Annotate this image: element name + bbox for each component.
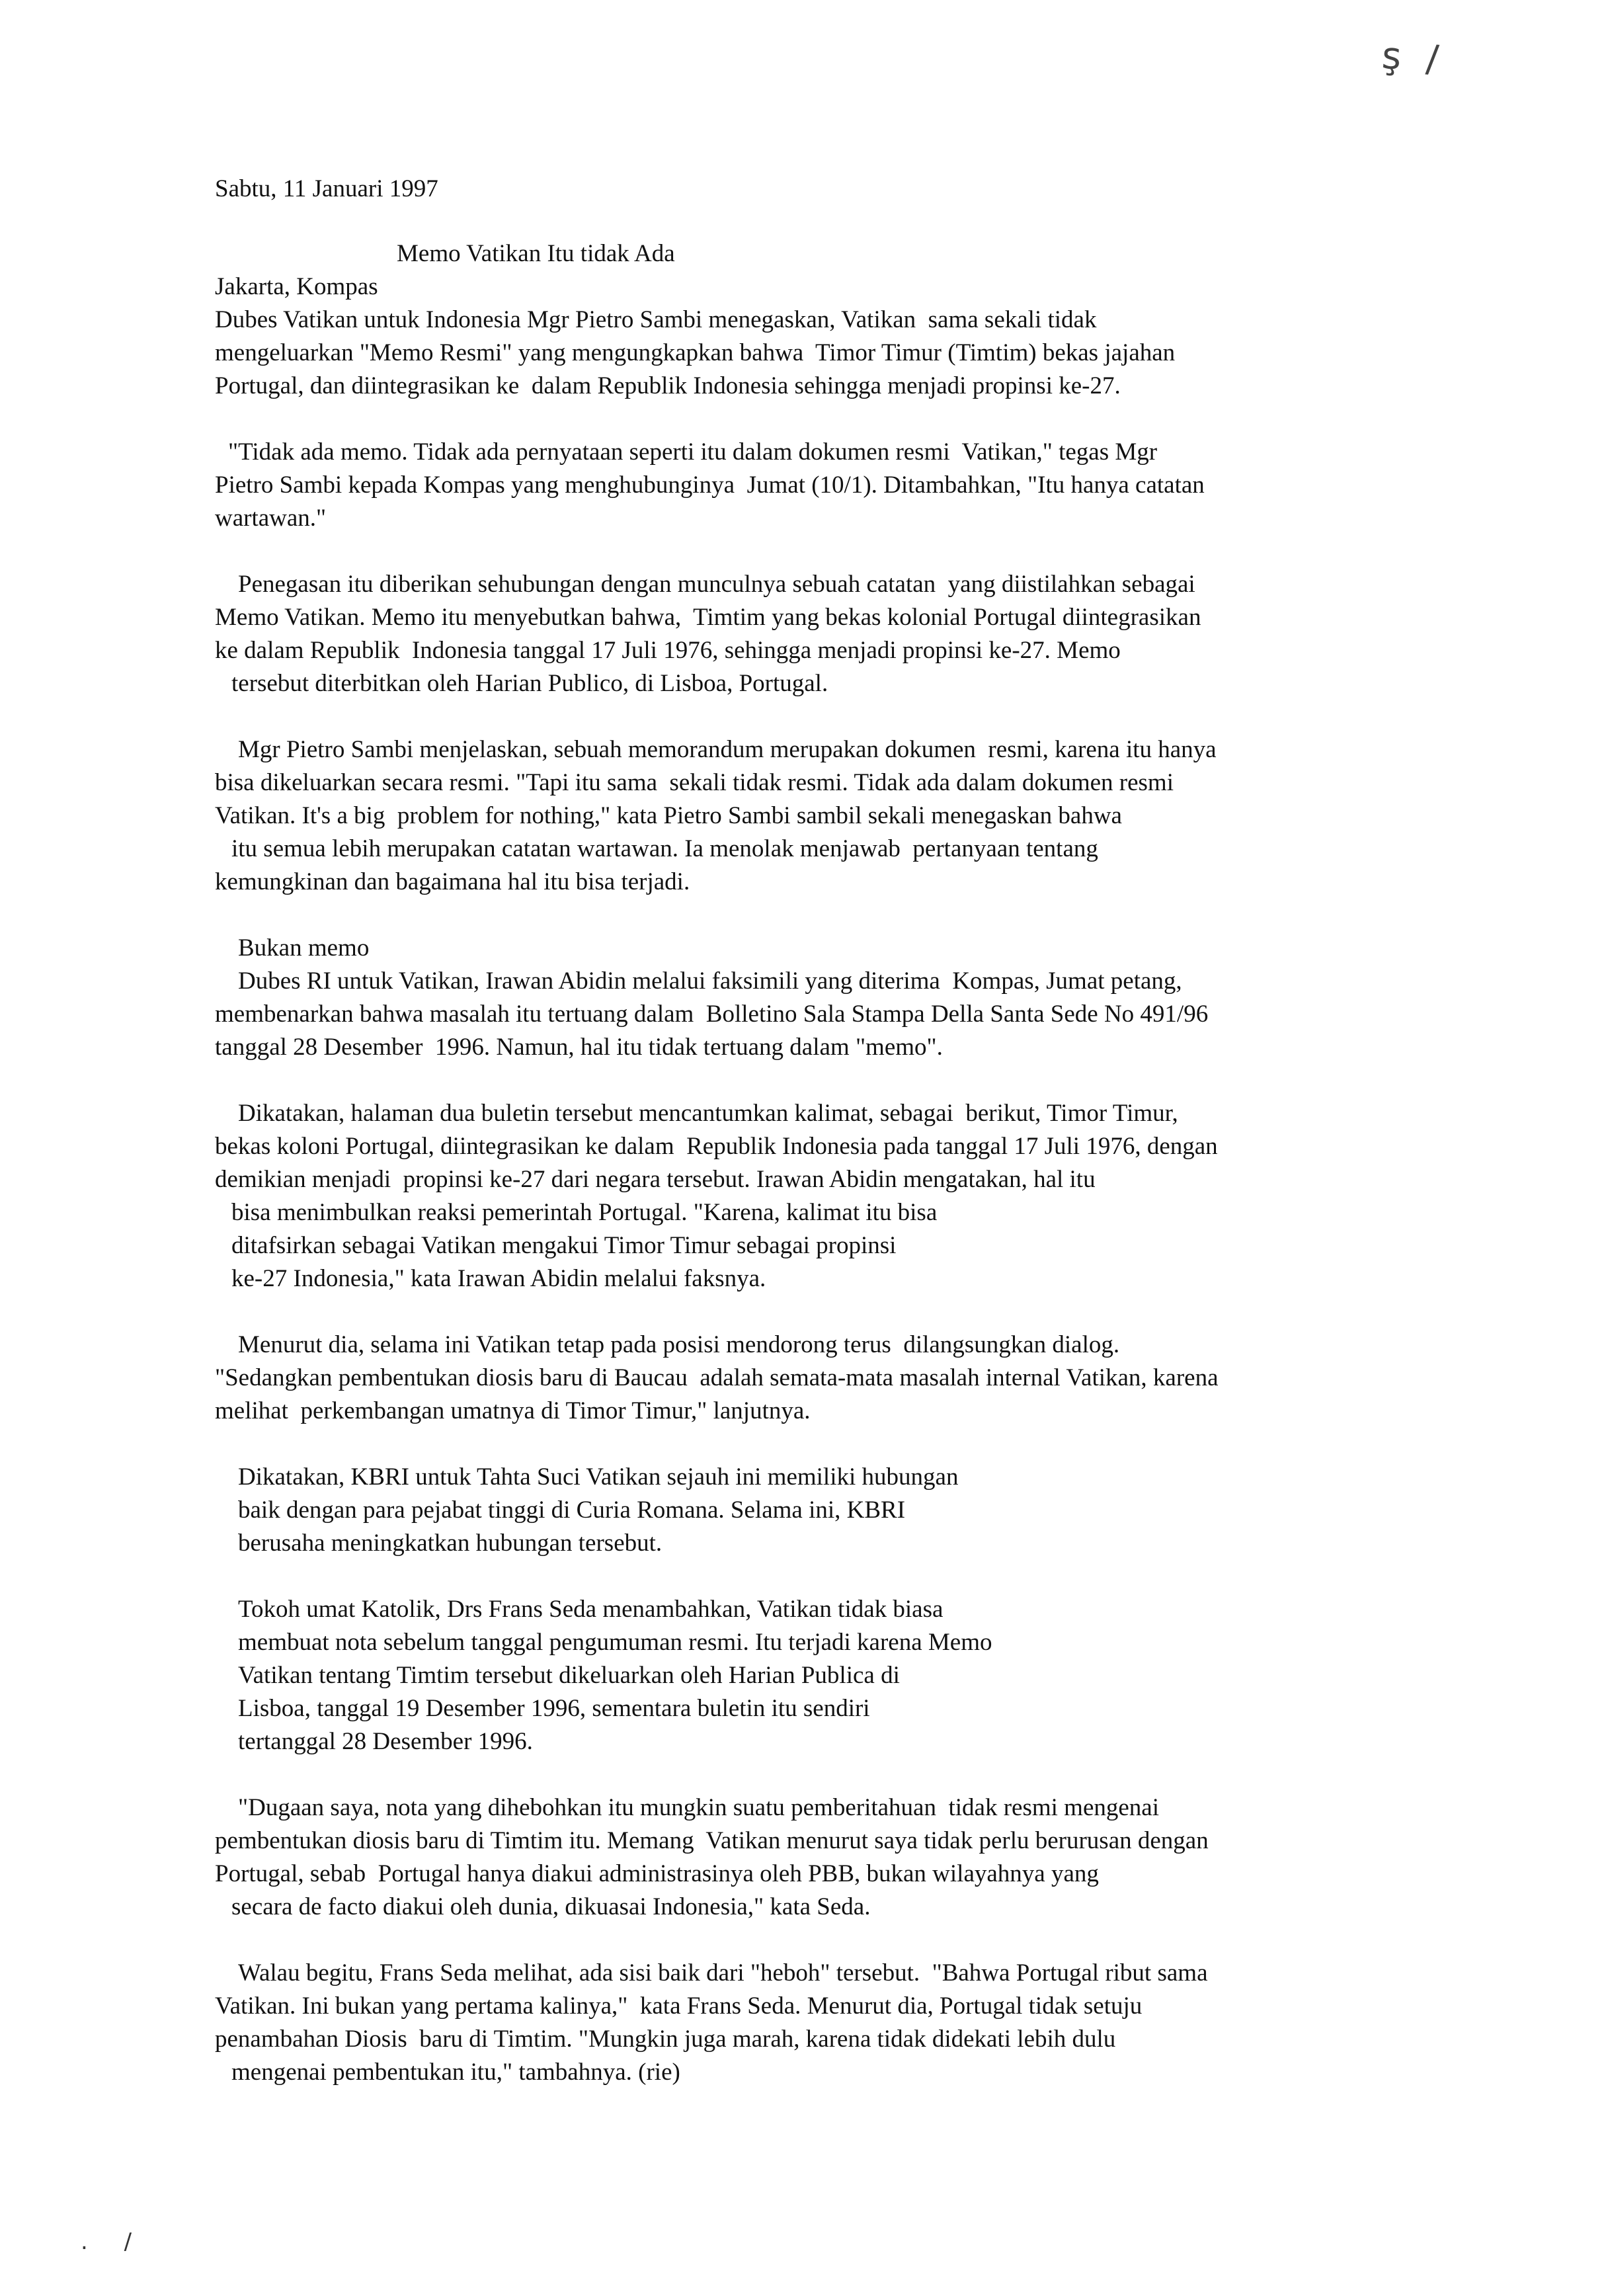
text-line: demikian menjadi propinsi ke-27 dari negara tersebut. Irawan Abidin mengatakan, hal itu — [215, 1166, 1096, 1193]
text-line: Jakarta, Kompas — [215, 273, 378, 300]
text-line: penambahan Diosis baru di Timtim. "Mungkin juga marah, karena tidak didekati lebih dulu — [215, 2026, 1116, 2053]
text-line: Menurut dia, selama ini Vatikan tetap pada posisi mendorong terus dilangsungkan dialog. — [238, 1331, 1120, 1358]
text-line: Vatikan tentang Timtim tersebut dikeluarkan oleh Harian Publica di — [238, 1662, 900, 1689]
text-line: tersebut diterbitkan oleh Harian Publico, di Lisboa, Portugal. — [231, 670, 828, 697]
text-line: ke-27 Indonesia," kata Irawan Abidin melalui faksnya. — [231, 1265, 766, 1292]
text-line: tanggal 28 Desember 1996. Namun, hal itu tidak tertuang dalam "memo". — [215, 1034, 943, 1061]
text-line: bisa menimbulkan reaksi pemerintah Portugal. "Karena, kalimat itu bisa — [231, 1199, 938, 1226]
text-line: ke dalam Republik Indonesia tanggal 17 Juli 1976, sehingga menjadi propinsi ke-27. Memo — [215, 637, 1121, 664]
text-line: berusaha meningkatkan hubungan tersebut. — [238, 1530, 663, 1557]
text-line: Pietro Sambi kepada Kompas yang menghubunginya Jumat (10/1). Ditambahkan, "Itu hanya catatan — [215, 472, 1205, 499]
text-line: Mgr Pietro Sambi menjelaskan, sebuah memorandum merupakan dokumen resmi, karena itu hanya — [238, 736, 1217, 763]
text-line: Memo Vatikan. Memo itu menyebutkan bahwa, Timtim yang bekas kolonial Portugal diintegrasikan — [215, 604, 1201, 631]
text-line: itu semua lebih merupakan catatan wartawan. Ia menolak menjawab pertanyaan tentang — [231, 835, 1098, 862]
scan-corner-mark: . / — [81, 2229, 147, 2255]
text-line: tertanggal 28 Desember 1996. — [238, 1728, 533, 1755]
text-line: Tokoh umat Katolik, Drs Frans Seda menambahkan, Vatikan tidak biasa — [238, 1596, 944, 1623]
text-line: Walau begitu, Frans Seda melihat, ada sisi baik dari "heboh" tersebut. "Bahwa Portugal ribut sama — [238, 1959, 1208, 1987]
text-line: "Sedangkan pembentukan diosis baru di Baucau adalah semata-mata masalah internal Vatikan, karena — [215, 1364, 1219, 1391]
text-line: pembentukan diosis baru di Timtim itu. Memang Vatikan menurut saya tidak perlu berurusan dengan — [215, 1827, 1209, 1854]
text-line: Penegasan itu diberikan sehubungan dengan munculnya sebuah catatan yang diistilahkan sebagai — [238, 571, 1195, 598]
text-line: mengeluarkan "Memo Resmi" yang mengungkapkan bahwa Timor Timur (Timtim) bekas jajahan — [215, 339, 1176, 366]
text-line: wartawan." — [215, 505, 327, 532]
text-line: bekas koloni Portugal, diintegrasikan ke dalam Republik Indonesia pada tanggal 17 Juli 1976, dengan — [215, 1133, 1218, 1160]
text-line: Portugal, dan diintegrasikan ke dalam Republik Indonesia sehingga menjadi propinsi ke-27. — [215, 372, 1121, 399]
text-line: "Tidak ada memo. Tidak ada pernyataan seperti itu dalam dokumen resmi Vatikan," tegas Mgr — [228, 438, 1158, 466]
text-line: membuat nota sebelum tanggal pengumuman resmi. Itu terjadi karena Memo — [238, 1629, 992, 1656]
text-line: Lisboa, tanggal 19 Desember 1996, sementara buletin itu sendiri — [238, 1695, 870, 1722]
text-line: secara de facto diakui oleh dunia, dikuasai Indonesia," kata Seda. — [231, 1893, 871, 1920]
text-line: kemungkinan dan bagaimana hal itu bisa terjadi. — [215, 868, 690, 895]
text-line: Vatikan. Ini bukan yang pertama kalinya," kata Frans Seda. Menurut dia, Portugal tidak setuju — [215, 1992, 1143, 2020]
text-line: Dikatakan, KBRI untuk Tahta Suci Vatikan sejauh ini memiliki hubungan — [238, 1463, 959, 1491]
text-line: baik dengan para pejabat tinggi di Curia Romana. Selama ini, KBRI — [238, 1496, 906, 1524]
handwritten-page-mark: ş / — [1380, 34, 1447, 82]
text-line: melihat perkembangan umatnya di Timor Timur," lanjutnya. — [215, 1397, 811, 1424]
text-line: Dikatakan, halaman dua buletin tersebut mencantumkan kalimat, sebagai berikut, Timor Timur, — [238, 1100, 1178, 1127]
text-line: Dubes RI untuk Vatikan, Irawan Abidin melalui faksimili yang diterima Kompas, Jumat petang, — [238, 967, 1182, 995]
text-line: ditafsirkan sebagai Vatikan mengakui Timor Timur sebagai propinsi — [231, 1232, 897, 1259]
document-title: Memo Vatikan Itu tidak Ada — [397, 240, 675, 267]
document-date: Sabtu, 11 Januari 1997 — [215, 175, 438, 202]
text-line: Portugal, sebab Portugal hanya diakui administrasinya oleh PBB, bukan wilayahnya yang — [215, 1860, 1099, 1887]
section-heading: Bukan memo — [238, 934, 370, 962]
text-line: bisa dikeluarkan secara resmi. "Tapi itu sama sekali tidak resmi. Tidak ada dalam dokumen resmi — [215, 769, 1174, 796]
text-line: Dubes Vatikan untuk Indonesia Mgr Pietro Sambi menegaskan, Vatikan sama sekali tidak — [215, 306, 1097, 333]
text-line: "Dugaan saya, nota yang dihebohkan itu mungkin suatu pemberitahuan tidak resmi mengenai — [238, 1794, 1159, 1821]
text-line: mengenai pembentukan itu," tambahnya. (rie) — [231, 2059, 680, 2086]
text-line: Vatikan. It's a big problem for nothing," kata Pietro Sambi sambil sekali menegaskan bahwa — [215, 802, 1122, 829]
text-line: membenarkan bahwa masalah itu tertuang dalam Bolletino Sala Stampa Della Santa Sede No 491/96 — [215, 1001, 1209, 1028]
